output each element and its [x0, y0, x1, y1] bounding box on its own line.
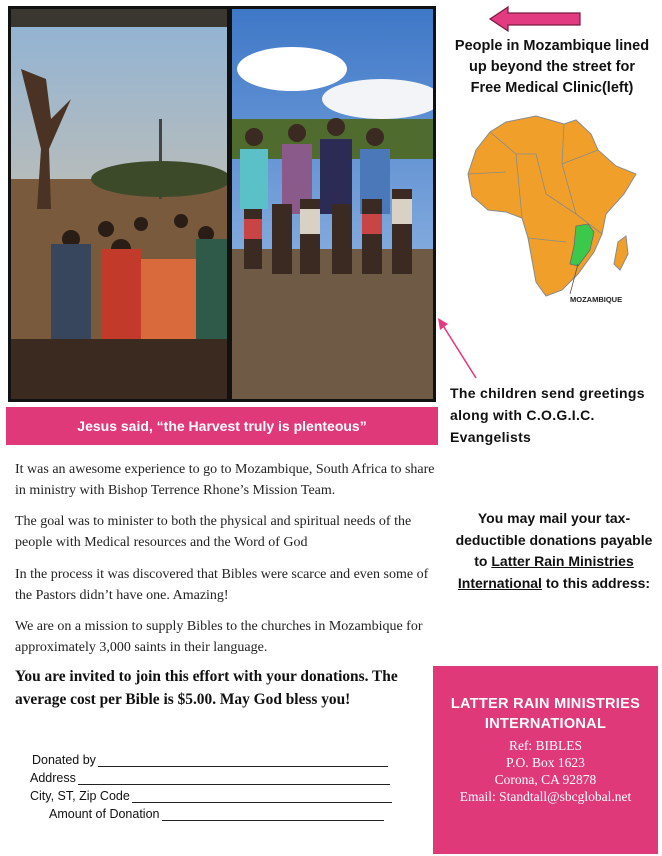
city-st-zip-row — [30, 789, 392, 803]
mail-instructions — [450, 508, 658, 594]
city-line: Corona, CA 92878 — [494, 772, 597, 787]
donated-by-field[interactable] — [98, 754, 388, 767]
address-field[interactable] — [78, 772, 390, 785]
paragraph-mission: We are on a mission to supply Bibles to the churches in Mozambique for approximately 3,000 saints in their language. — [15, 619, 423, 655]
mozambique-map-label: MOZAMBIQUE — [570, 295, 623, 304]
address-row — [30, 771, 390, 785]
payee-name: Latter Rain Ministries International — [457, 553, 634, 591]
arrow-left-icon — [488, 5, 584, 33]
ref-line: Ref: BIBLES — [508, 738, 583, 753]
address-label: Address — [30, 771, 76, 785]
banner-text: Jesus said, “the Harvest truly is plenteous” — [77, 418, 367, 434]
africa-map — [466, 114, 642, 310]
email-line: Email: Standtall@sbcglobal.net — [459, 789, 632, 804]
children-evangelists-photo — [229, 6, 436, 402]
mail-line2: to this address: — [545, 574, 651, 591]
city-st-zip-field[interactable] — [132, 790, 392, 803]
arrow-up-left-icon — [434, 316, 480, 382]
amount-row — [49, 807, 384, 821]
amount-label: Amount of Donation — [49, 807, 160, 821]
clinic-caption: People in Mozambique lined up beyond the street for Free Medical Clinic(left) — [454, 38, 650, 96]
clinic-crowd-photo — [8, 6, 230, 402]
po-box-line: P.O. Box 1623 — [506, 755, 585, 770]
invitation-text: You are invited to join this effort with your donations. The average cost per Bible is $5.00. May God bless you! — [15, 668, 398, 708]
donated-by-row — [32, 753, 388, 767]
ministry-name: LATTER RAIN MINISTRIES INTERNATIONAL — [450, 696, 641, 732]
ministry-address-box — [433, 666, 658, 854]
amount-field[interactable] — [162, 808, 384, 821]
mail-line1: You may mail your tax-deductible donations payable to — [455, 510, 653, 569]
paragraph-experience: It was an awesome experience to go to Mozambique, South Africa to share in ministry with Bishop Terrence Rhone’s Mission Team. — [15, 462, 435, 498]
paragraph-discovery: In the process it was discovered that Bibles were scarce and even some of the Pastors didn’t have one. Amazing! — [15, 567, 429, 603]
city-st-zip-label: City, ST, Zip Code — [30, 789, 130, 803]
paragraph-goal: The goal was to minister to both the physical and spiritual needs of the people with Medical resources and the Word of God — [15, 514, 412, 550]
harvest-quote-banner — [6, 407, 438, 445]
donated-by-label: Donated by — [32, 753, 96, 767]
children-caption: The children send greetings along with C.O.G.I.C. Evangelists — [450, 385, 645, 445]
